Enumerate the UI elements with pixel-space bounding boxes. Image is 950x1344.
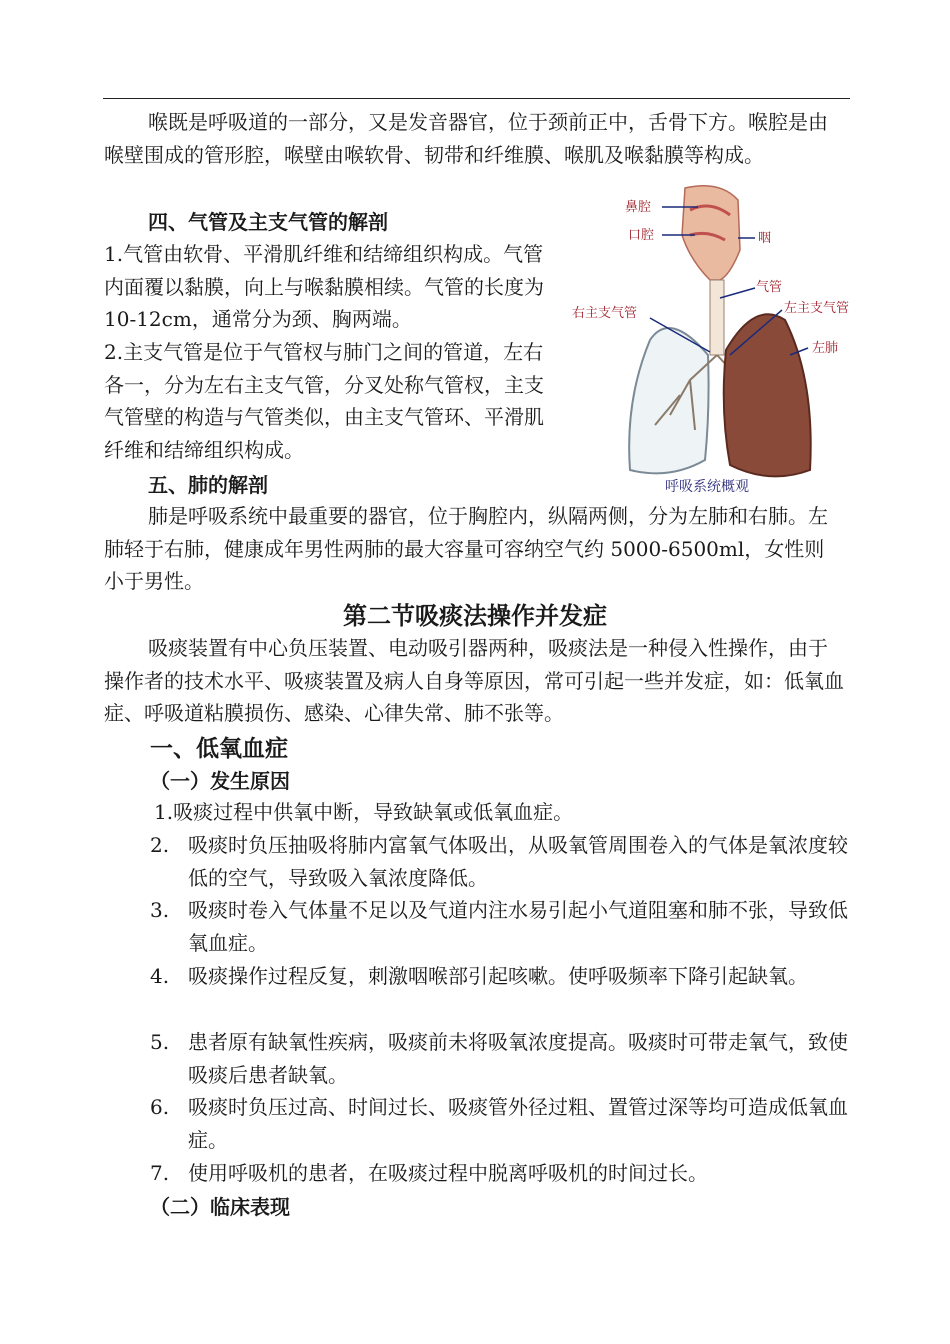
- cause-number: 6.: [150, 1095, 170, 1119]
- respiratory-system-figure: [570, 180, 870, 500]
- heading-clinical: （二）临床表现: [150, 1195, 290, 1219]
- cause-text-1: 1.吸痰过程中供氧中断，导致缺氧或低氧血症。: [154, 800, 574, 824]
- cause-number: 5.: [150, 1030, 170, 1054]
- cause-number: 2.: [150, 833, 170, 857]
- cause-text: 吸痰时卷入气体量不足以及气道内注水易引起小气道阻塞和肺不张，导致低氧血症。: [188, 898, 848, 955]
- label-oral: 口腔: [628, 228, 655, 243]
- label-right-bronchus: 右主支气管: [572, 306, 638, 321]
- cause-text: 吸痰时负压抽吸将肺内富氧气体吸出，从吸氧管周围卷入的气体是氧浓度较低的空气，导致吸入氧浓度降低。: [188, 833, 848, 890]
- respiratory-diagram: [570, 180, 870, 480]
- label-left-lung: 左肺: [812, 341, 839, 356]
- paragraph-trachea-1: 1.气管由软骨、平滑肌纤维和结缔组织构成。气管内面覆以黏膜，向上与喉黏膜相续。气管的长度为 10-12cm，通常分为颈、胸两端。: [104, 242, 544, 331]
- label-left-bronchus: 左主支气管: [784, 301, 850, 316]
- figure-caption: 呼吸系统概观: [665, 479, 749, 495]
- cause-number: 7.: [150, 1161, 170, 1185]
- paragraph-lung: 肺是呼吸系统中最重要的器官，位于胸腔内，纵隔两侧，分为左肺和右肺。左肺轻于右肺，健康成年男性两肺的最大容量可容纳空气约 5000-6500ml，女性则小于男性。: [104, 504, 828, 593]
- heading-hypoxemia: 一、低氧血症: [150, 736, 288, 762]
- cause-text: 使用呼吸机的患者，在吸痰过程中脱离呼吸机的时间过长。: [188, 1161, 708, 1185]
- paragraph-larynx: 喉既是呼吸道的一部分，又是发音器官，位于颈前正中，舌骨下方。喉腔是由喉壁围成的管形腔，喉壁由喉软骨、韧带和纤维膜、喉肌及喉黏膜等构成。: [104, 110, 828, 167]
- cause-text: 吸痰操作过程反复，刺激咽喉部引起咳嗽。使呼吸频率下降引起缺氧。: [188, 964, 808, 988]
- heading-trachea: 四、气管及主支气管的解剖: [148, 210, 388, 234]
- label-trachea: 气管: [756, 280, 783, 295]
- label-nasal: 鼻腔: [625, 200, 652, 215]
- right-lung-shape: [629, 328, 708, 473]
- paragraph-intro: 吸痰装置有中心负压装置、电动吸引器两种，吸痰法是一种侵入性操作，由于操作者的技术水平、吸痰装置及病人自身等原因，常可引起一些并发症，如：低氧血症、呼吸道粘膜损伤、感染、心律失常、肺不张等。: [104, 636, 844, 725]
- heading-causes: （一）发生原因: [150, 769, 290, 793]
- header-rule: [103, 98, 850, 99]
- label-pharynx: 咽: [758, 231, 772, 246]
- paragraph-trachea-2: 2.主支气管是位于气管杈与肺门之间的管道，左右各一，分为左右主支气管，分叉处称气管杈，主支气管壁的构造与气管类似，由主支气管环、平滑肌纤维和结缔组织构成。: [104, 340, 544, 462]
- cause-number: 3.: [150, 898, 170, 922]
- heading-lung: 五、肺的解剖: [148, 473, 268, 497]
- left-lung-shape: [724, 314, 811, 476]
- cause-number: 4.: [150, 964, 170, 988]
- trachea-shape: [710, 280, 724, 355]
- cause-text: 患者原有缺氧性疾病，吸痰前未将吸氧浓度提高。吸痰时可带走氧气，致使吸痰后患者缺氧。: [188, 1030, 848, 1087]
- cause-text: 吸痰时负压过高、时间过长、吸痰管外径过粗、置管过深等均可造成低氧血症。: [188, 1095, 848, 1152]
- section-title: 第二节吸痰法操作并发症: [343, 602, 607, 630]
